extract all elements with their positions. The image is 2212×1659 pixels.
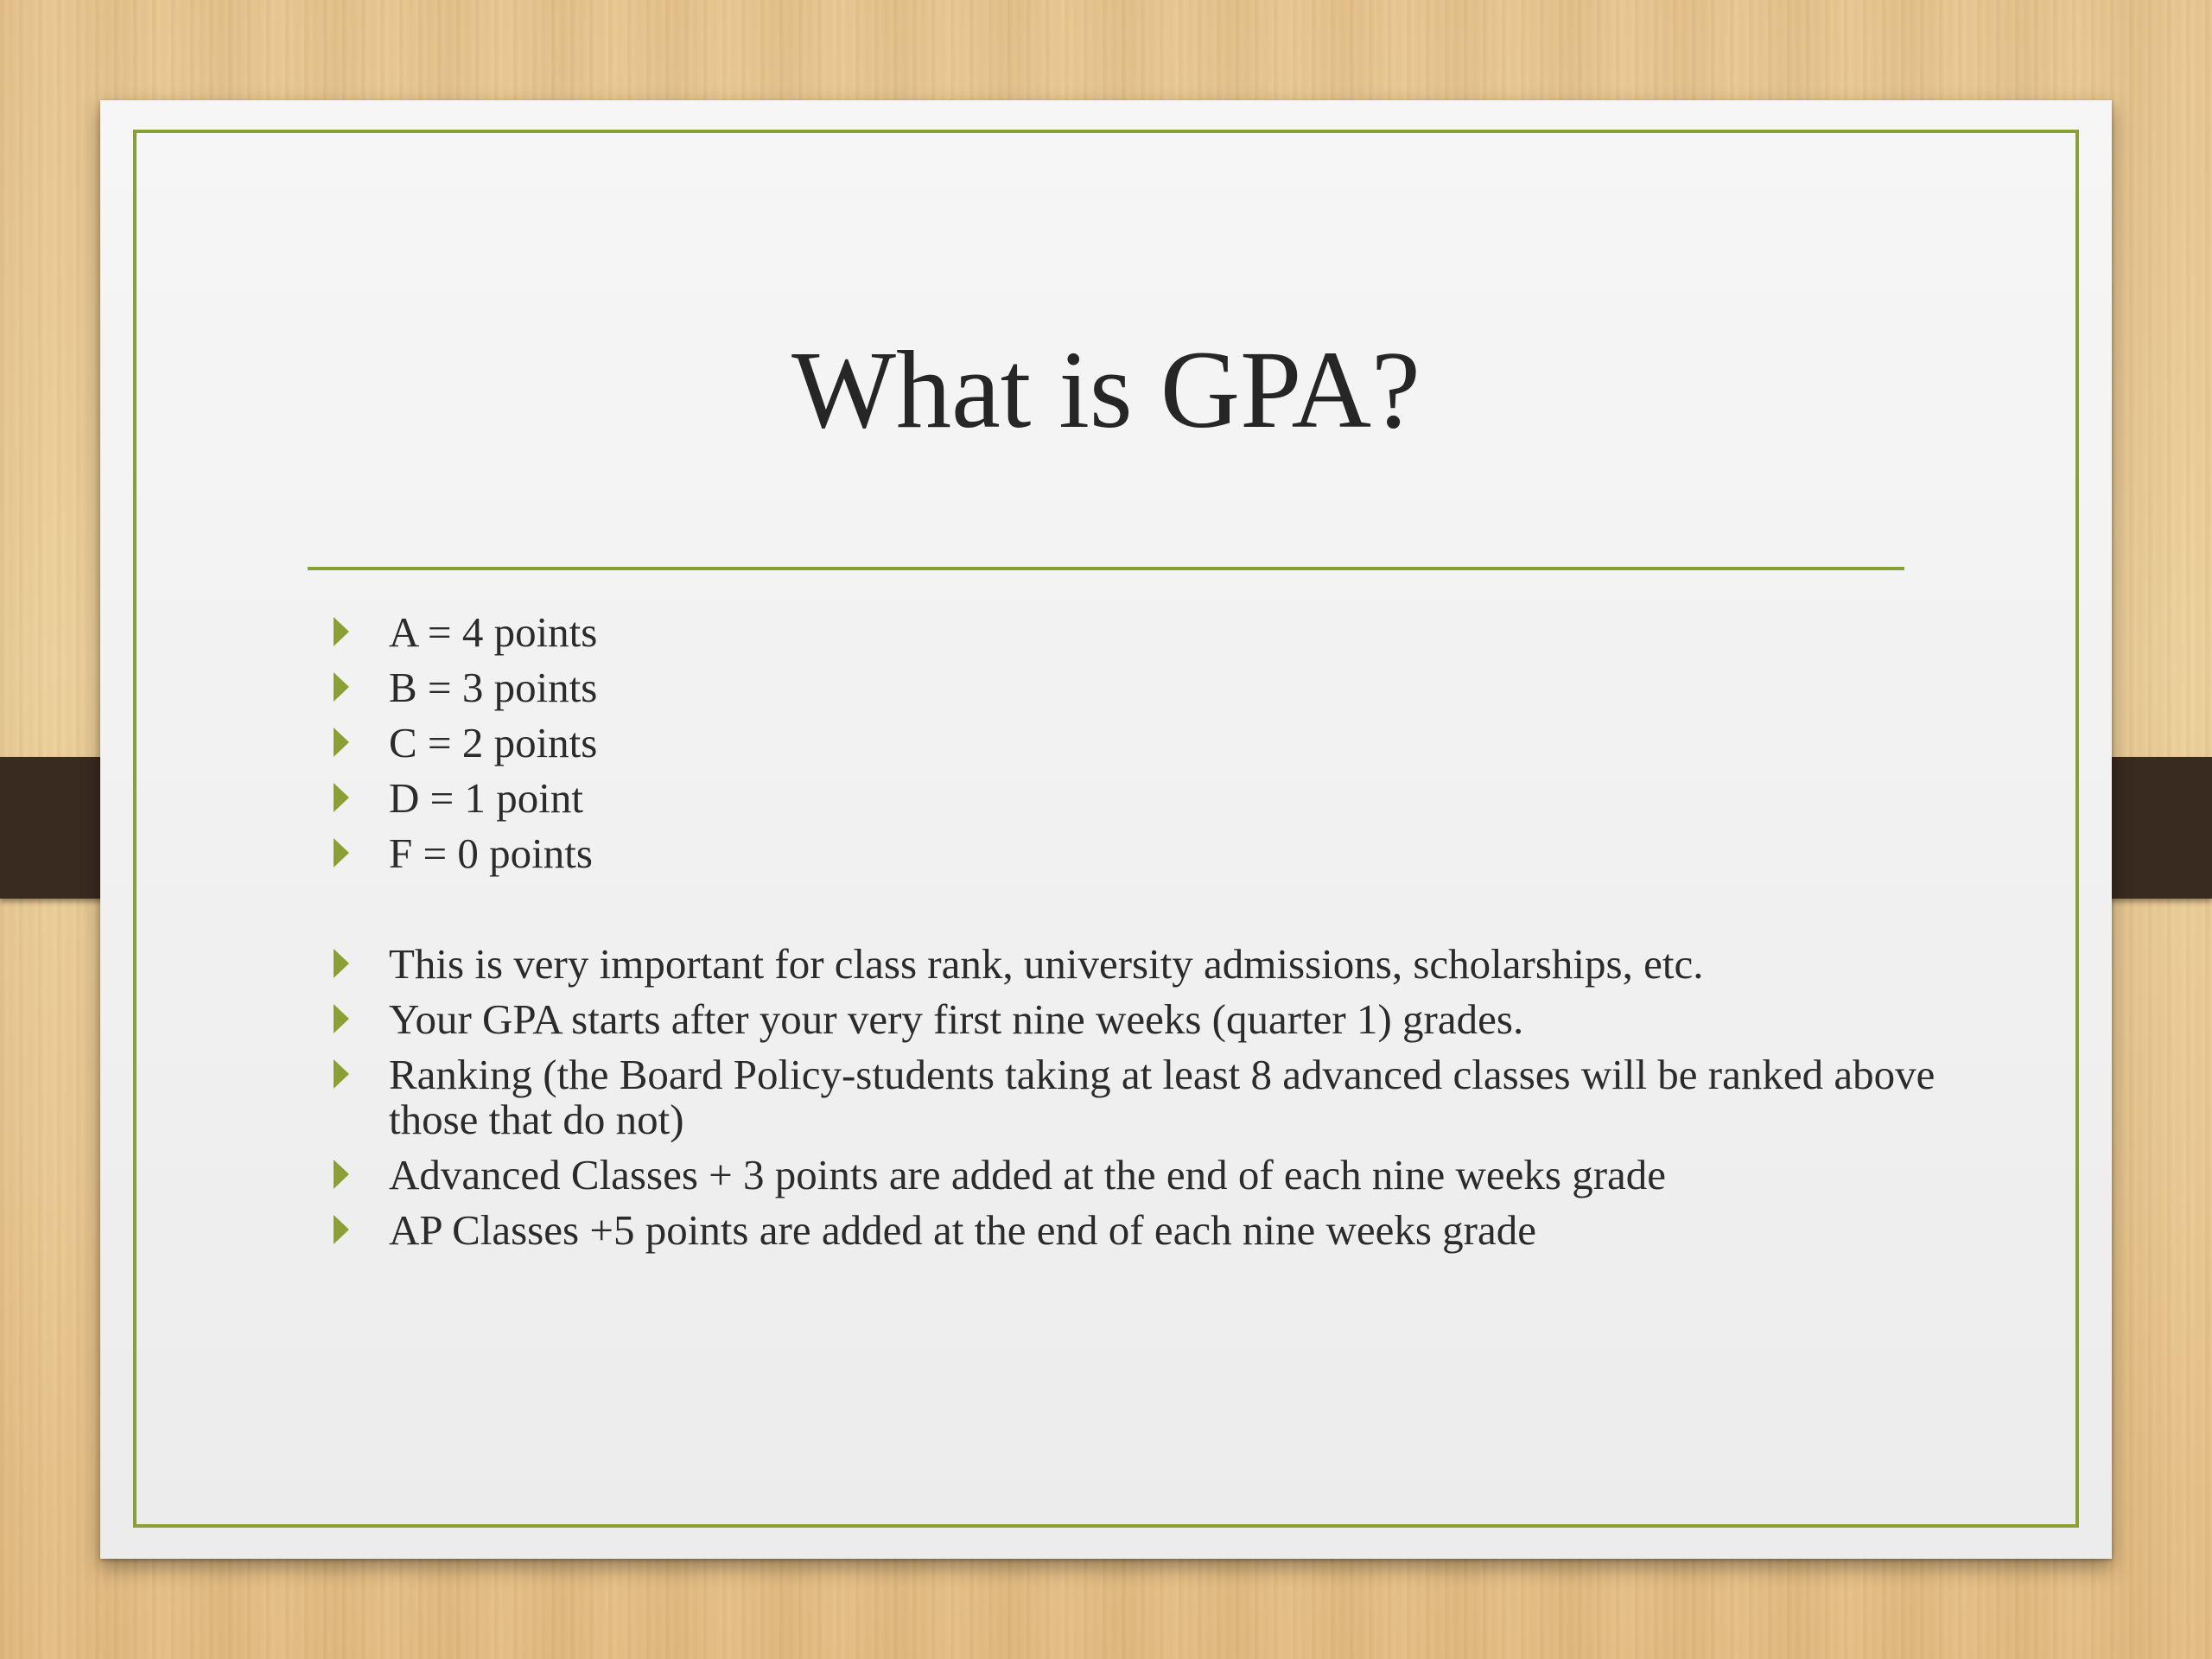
triangle-bullet-icon (334, 617, 349, 646)
triangle-bullet-icon (334, 728, 349, 757)
bullet-text: D = 1 point (389, 774, 583, 822)
bullet-text: Your GPA starts after your very first nine weeks (quarter 1) grades. (389, 995, 1524, 1043)
bullet-item (334, 776, 1975, 821)
bullet-text: Advanced Classes + 3 points are added at the end of each nine weeks grade (389, 1151, 1667, 1198)
bullet-item (334, 721, 1975, 766)
triangle-bullet-icon (334, 783, 349, 812)
triangle-bullet-icon (334, 1160, 349, 1189)
title-divider (308, 567, 1904, 570)
bullet-text: B = 3 points (389, 664, 598, 711)
bullet-text: Ranking (the Board Policy-students taking at least 8 advanced classes will be ranked above those that do not) (389, 1051, 1936, 1143)
bullet-item (334, 1153, 1975, 1198)
bullet-item (334, 997, 1975, 1042)
bullet-text: C = 2 points (389, 719, 598, 766)
bullet-text: F = 0 points (389, 830, 593, 877)
triangle-bullet-icon (334, 949, 349, 978)
bullet-item (334, 942, 1975, 987)
bullet-text: AP Classes +5 points are added at the end of each nine weeks grade (389, 1206, 1536, 1254)
bullet-item (334, 610, 1975, 655)
bullet-item (334, 665, 1975, 710)
triangle-bullet-icon (334, 838, 349, 868)
slide (100, 100, 2112, 1559)
bullet-item (334, 1052, 1975, 1142)
bullet-text: A = 4 points (389, 608, 598, 656)
triangle-bullet-icon (334, 1059, 349, 1089)
triangle-bullet-icon (334, 1215, 349, 1244)
bullet-item (334, 831, 1975, 876)
bullet-item (334, 1208, 1975, 1253)
triangle-bullet-icon (334, 1004, 349, 1033)
triangle-bullet-icon (334, 672, 349, 702)
bullet-text: This is very important for class rank, university admissions, scholarships, etc. (389, 940, 1704, 988)
slide-title: What is GPA? (791, 328, 1421, 451)
